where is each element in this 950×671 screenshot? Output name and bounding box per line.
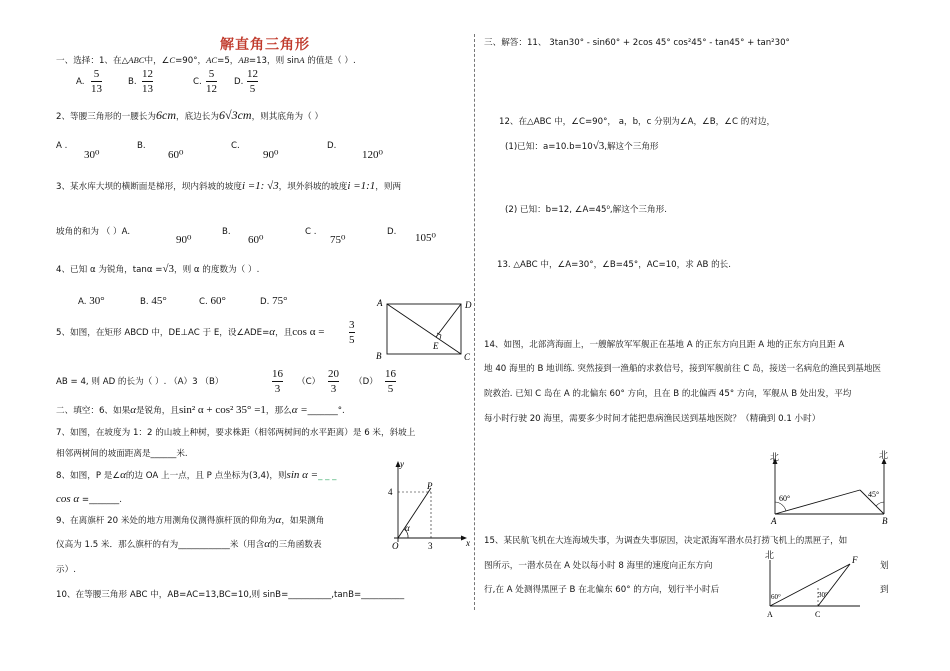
q15-line2: 图所示，一潜水员在 A 处以每小时 8 海里的速度向正东方向	[484, 561, 713, 571]
fig15-label-a: A	[767, 610, 773, 619]
q9-alpha2: α	[264, 538, 270, 550]
q1-opt-a-den: 13	[91, 83, 102, 95]
q1-opt-c-num: 5	[208, 68, 215, 80]
fig5-label-e: E	[433, 341, 439, 351]
q3-slope-inner: i =1: √3	[241, 180, 279, 192]
question-3	[56, 181, 401, 193]
fig8-alpha-label: α	[405, 523, 410, 533]
q6-blank: _______°.	[307, 406, 345, 416]
fig14-north-left: 北	[770, 453, 780, 463]
q3-opt-b-val: 60⁰	[248, 234, 264, 246]
q5-opt-d-label: （D）	[354, 377, 378, 387]
q1-ab: AB	[238, 55, 249, 65]
q3-opt-d-val: 105⁰	[415, 232, 436, 244]
q4-value: √3	[162, 263, 174, 275]
q8-line2	[56, 494, 122, 506]
fig5-label-d: D	[465, 300, 472, 310]
question-14: 14、如图，北部湾海面上，一艘解放军军舰正在基地 A 的正东方向且距 A 地的正东方向且距 A	[484, 340, 845, 350]
fig14-angle-45: 45°	[868, 490, 880, 499]
q4-opt-b-label: B.	[140, 297, 149, 307]
question-8	[56, 470, 336, 482]
q1-opt-c-den: 12	[206, 83, 217, 95]
section-1-label: 一、选择：1、在△	[56, 56, 129, 66]
q4-opt-a-label: A.	[78, 297, 87, 307]
q4-opt-a	[78, 296, 105, 308]
q3-opt-b-label: B.	[222, 227, 231, 237]
q5-opt-d-num: 16	[385, 368, 396, 380]
q4-opt-c	[199, 296, 226, 308]
q3-text: 3、某水库大坝的横断面是梯形，坝内斜坡的坡度	[56, 182, 242, 192]
q1-rest: =90°，	[175, 56, 207, 66]
q4-end: ，则 α 的度数为（ ）.	[173, 265, 260, 275]
coordinate-figure	[380, 458, 472, 550]
q5-cos: cos α =	[292, 326, 325, 338]
q5-opt-b-num: 16	[272, 368, 283, 380]
page-title: 解直角三角形	[220, 37, 310, 53]
q3-slope-outer: i =1:1	[347, 180, 376, 192]
q5-opt-c-label: （C）	[297, 377, 321, 387]
q1-opt-b-label: B.	[128, 77, 137, 87]
question-4	[56, 264, 259, 276]
q4-opt-b-val: 45°	[151, 295, 167, 307]
q5-opt-c-den: 3	[330, 383, 337, 395]
q8-alpha: α	[120, 469, 126, 481]
question-2	[56, 110, 323, 123]
fig8-o-label: O	[392, 541, 399, 551]
q6-mid: 是锐角，且	[136, 406, 179, 416]
q2-opt-a-label: A .	[56, 141, 68, 151]
fig8-p-label: P	[427, 481, 433, 491]
q15-line3: 行,在 A 处测得黑匣子 B 在北偏东 60° 的方向，划行半小时后	[484, 585, 720, 595]
q5-den: 5	[349, 334, 355, 346]
q5-opt-c-num: 20	[328, 368, 339, 380]
q12-part1	[505, 141, 659, 153]
fig15-label-c: C	[815, 610, 821, 619]
q12-part1-text: (1)已知：a=10.b=10	[505, 142, 593, 152]
q1-opt-b	[142, 68, 153, 95]
q2-base: 6√3cm	[218, 108, 252, 122]
navigation-figure-14	[760, 448, 900, 530]
q3-opt-d-label: D.	[387, 227, 397, 237]
question-1	[56, 55, 356, 67]
rectangle-figure	[375, 298, 475, 364]
question-5	[56, 327, 324, 339]
fig8-x-label: x	[466, 538, 470, 548]
fig8-y-label: y	[400, 459, 404, 469]
q9-alpha: α	[275, 514, 282, 526]
q1-opt-d-num: 12	[247, 68, 258, 80]
q3-opt-c-label: C .	[305, 227, 317, 237]
question-11: 三、解答：11、 3tan30° - sin60° + 2cos 45° cos²45° - tan45° + tan²30°	[484, 38, 790, 48]
q5-opt-b	[272, 368, 283, 395]
q1-ac-val: =5，	[217, 56, 239, 66]
q4-opt-d	[260, 296, 288, 308]
q1-opt-b-den: 13	[142, 83, 153, 95]
q4-opt-d-val: 75°	[272, 295, 288, 307]
q14-line4: 每小时行驶 20 海里，需要多少时间才能把患病渔民送到基地医院？（精确到 0.1 小时）	[484, 414, 821, 424]
fig15-north: 北	[765, 551, 775, 561]
q9-line2	[56, 539, 322, 551]
q1-opt-d-label: D.	[234, 77, 244, 87]
fig14-angle-60: 60°	[779, 494, 791, 503]
q3-mid: ，坝外斜坡的坡度	[278, 182, 348, 192]
fig14-north-right: 北	[879, 451, 889, 461]
question-10: 10、在等腰三角形 ABC 中，AB=AC=13,BC=10,则 sinB=__________,tanB=__________	[56, 590, 405, 600]
q1-opt-d	[247, 68, 258, 95]
q9-text: 9、在离旗杆 20 米处的地方用测角仪测得旗杆顶的仰角为	[56, 516, 276, 526]
q2-end: ，则其底角为（ ）	[251, 112, 324, 122]
q1-opt-a-num: 5	[93, 68, 100, 80]
q8-blank: _ _ _	[318, 471, 337, 481]
q5-opt-d	[385, 368, 396, 395]
q2-opt-c-val: 90⁰	[263, 149, 279, 161]
q12-part2: (2) 已知：b=12, ∠A=45⁰,解这个三角形.	[505, 205, 667, 215]
q5-fraction	[349, 319, 355, 346]
q5-num: 3	[349, 319, 355, 331]
fig15-angle-60: 60°	[771, 593, 781, 601]
q1-triangle: ABC	[128, 55, 145, 65]
fig15-angle-30: 30°	[818, 591, 828, 599]
q1-opt-c	[206, 68, 217, 95]
q4-opt-c-val: 60°	[210, 295, 226, 307]
fig15-label-f: F	[852, 555, 858, 565]
q2-mid: ，底边长为	[176, 112, 219, 122]
q4-text: 4、已知 α 为锐角，tanα =	[56, 265, 163, 275]
q2-opt-b-val: 60⁰	[168, 149, 184, 161]
q2-leg: 6cm	[156, 108, 176, 122]
q2-opt-c-label: C.	[231, 141, 240, 151]
fig14-label-b: B	[882, 516, 888, 526]
fig8-three-label: 3	[428, 541, 433, 551]
q6-alpha-eq: α =	[291, 404, 308, 416]
q2-opt-d-label: D.	[327, 141, 337, 151]
q5-alpha: α	[269, 326, 276, 338]
q6-equation: sin² α + cos² 35° =1	[178, 404, 266, 416]
q6-end: ，那么	[265, 406, 292, 416]
q1-ab-val: =13，则 sin	[248, 56, 300, 66]
q15-line2-right: 划	[880, 561, 889, 571]
q12-part1-value: √3	[592, 140, 605, 152]
q5-opt-c	[328, 368, 339, 395]
q14-line2: 地 40 海里的 B 地训练. 突然接到一渔船的求救信号，接到军舰前往 C 岛，接送一名病危的渔民到基地医	[484, 364, 882, 374]
q5-opt-b-den: 3	[274, 383, 281, 395]
q1-opt-a-label: A.	[76, 77, 85, 87]
q9-end: ，如果测角	[281, 516, 325, 526]
q2-text: 2、等腰三角形的一腰长为	[56, 112, 156, 122]
question-9	[56, 515, 324, 527]
q5-opt-d-den: 5	[387, 383, 394, 395]
q2-opt-b-label: B.	[137, 141, 146, 151]
q4-opt-c-label: C.	[199, 297, 208, 307]
q12-part1-end: ,解这个三角形	[604, 142, 659, 152]
q3-end: ，则两	[375, 182, 402, 192]
q8-sin: sin α =	[286, 469, 319, 481]
q5-line2: AB = 4, 则 AD 的长为（ ）. （A）3 （B）	[56, 377, 224, 387]
fig14-label-a: A	[771, 516, 777, 526]
q2-opt-a-val: 30⁰	[84, 149, 100, 161]
q4-opt-d-label: D.	[260, 297, 270, 307]
q9-line3: 示）.	[56, 565, 76, 575]
question-7: 7、如图，在坡度为 1：2 的山坡上种树，要求株距（相邻两树间的水平距离）是 6 米，斜坡上	[56, 428, 416, 438]
fig5-label-b: B	[376, 351, 382, 361]
question-13: 13. △ABC 中，∠A=30°，∠B=45°，AC=10，求 AB 的长.	[497, 260, 731, 270]
q4-opt-b	[140, 296, 167, 308]
fig5-label-a: A	[377, 298, 383, 308]
fig8-four-label: 4	[388, 487, 393, 497]
q3-opt-a-val: 90⁰	[176, 234, 192, 246]
q9-end2: 的三角函数表	[269, 540, 322, 550]
q3-line2: 坡角的和为 （ ）A.	[56, 227, 131, 237]
q1-ac: AC	[206, 55, 218, 65]
q8-text: 8、如图，P 是∠	[56, 471, 121, 481]
q4-opt-a-val: 30°	[89, 295, 105, 307]
q1-opt-b-num: 12	[142, 68, 153, 80]
question-12: 12、在△ABC 中，∠C=90°， a，b，c 分别为∠A，∠B，∠C 的对边，	[499, 117, 776, 127]
q9-line2-text: 仪高为 1.5 米．那么旗杆的有为____________米（用含	[56, 540, 265, 550]
q1-mid: 中，∠	[144, 56, 170, 66]
q7-line2: 相邻两树间的坡面距离是______米.	[56, 449, 188, 459]
section-2-label: 二、填空：6、如果	[56, 406, 131, 416]
q1-opt-c-label: C.	[193, 77, 202, 87]
q8-cos-blank: =_______.	[79, 495, 122, 505]
q1-a: A	[299, 55, 305, 65]
q1-opt-a	[91, 68, 102, 95]
q1-end: 的值是（ ）.	[304, 56, 356, 66]
q5-mid: ，且	[275, 328, 293, 338]
q15-line3-right: 到	[880, 585, 889, 595]
q2-opt-d-val: 120⁰	[362, 149, 383, 161]
fig5-label-c: C	[464, 352, 471, 362]
q1-c: C	[169, 55, 176, 65]
q8-mid: 的边 OA 上一点，且 P 点坐标为(3,4)，则	[125, 471, 287, 481]
q1-opt-d-den: 5	[249, 83, 256, 95]
q14-line3: 院救治. 已知 C 岛在 A 的北偏东 60° 方向，且在 B 的北偏西 45° 方向，军舰从 B 处出发，平均	[484, 389, 852, 399]
q5-text: 5、如图，在矩形 ABCD 中，DE⊥AC 于 E，设∠ADE=	[56, 328, 270, 338]
q6-alpha: α	[130, 404, 136, 416]
navigation-figure-15	[760, 548, 870, 620]
q3-opt-c-val: 75⁰	[330, 234, 346, 246]
q8-cos: cos α	[56, 493, 80, 505]
question-6	[56, 405, 345, 417]
question-15: 15、某民航飞机在大连海域失事，为调查失事原因，决定派海军潜水员打捞飞机上的黑匣子，如	[484, 536, 848, 546]
